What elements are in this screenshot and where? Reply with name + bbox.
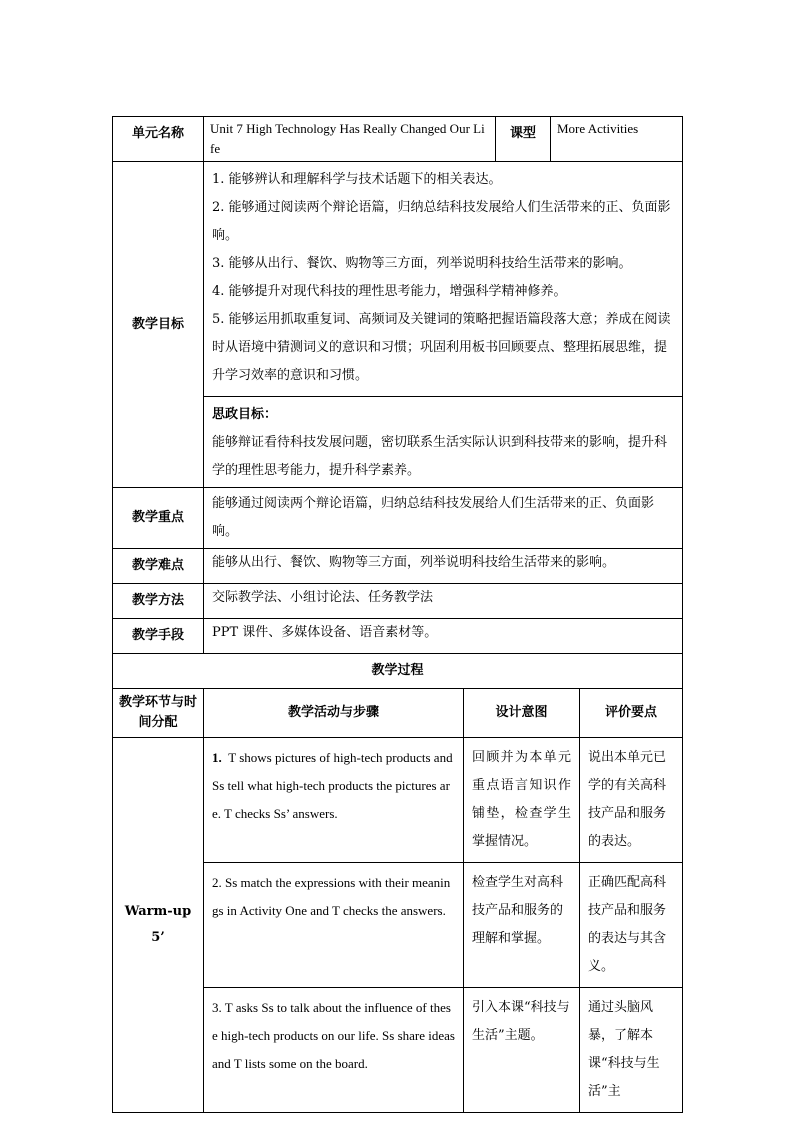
ideology-cell <box>204 397 683 488</box>
intent-text: 回顾并为本单元重点语言知识作铺垫，检查学生掌握情况。 <box>464 738 580 863</box>
process-title-row <box>113 654 683 689</box>
lesson-type-label: 课型 <box>496 117 551 162</box>
eval-text: 正确匹配高科技产品和服务的表达与其含义。 <box>580 863 683 988</box>
lesson-info-table <box>112 116 683 162</box>
objectives-table <box>112 161 683 689</box>
goals-row <box>113 162 683 397</box>
process-table <box>112 688 683 1113</box>
goal-item: 2. 能够通过阅读两个辩论语篇，归纳总结科技发展给人们生活带来的正、负面影响。 <box>212 200 671 243</box>
stage-time: 5’ <box>151 930 165 945</box>
intent-text: 引入本课“科技与生活”主题。 <box>464 988 580 1113</box>
methods-row <box>113 584 683 619</box>
eval-text: 说出本单元已学的有关高科技产品和服务的表达。 <box>580 738 683 863</box>
key-points-row <box>113 488 683 549</box>
difficulties-label: 教学难点 <box>113 549 204 584</box>
ideology-title: 思政目标： <box>212 407 278 422</box>
stage-cell <box>113 738 204 1113</box>
stage-name: Warm-up <box>124 904 192 919</box>
key-points-label: 教学重点 <box>113 488 204 549</box>
difficulties-text: 能够从出行、餐饮、购物等三方面，列举说明科技给生活带来的影响。 <box>204 549 683 584</box>
means-label: 教学手段 <box>113 619 204 654</box>
means-row <box>113 619 683 654</box>
activity-text: 2. Ss match the expressions with their meanings in Activity One and T checks the answers. <box>204 863 464 988</box>
methods-text: 交际教学法、小组讨论法、任务教学法 <box>204 584 683 619</box>
ideology-text: 能够辩证看待科技发展问题，密切联系生活实际认识到科技带来的影响，提升科学的理性思考能力，提升科学素养。 <box>212 435 668 478</box>
goal-item: 3. 能够从出行、餐饮、购物等三方面，列举说明科技给生活带来的影响。 <box>212 256 632 271</box>
col-intent-header: 设计意图 <box>464 689 580 738</box>
unit-name-value: Unit 7 High Technology Has Really Changed Our Life <box>204 117 496 162</box>
lesson-plan-page <box>112 116 682 1113</box>
activity-text: 3. T asks Ss to talk about the influence of these high-tech products on our life. Ss share ideas and T lists some on the board. <box>204 988 464 1113</box>
unit-name-label: 单元名称 <box>113 117 204 162</box>
methods-label: 教学方法 <box>113 584 204 619</box>
activity-text <box>204 738 464 863</box>
goal-item: 4. 能够提升对现代科技的理性思考能力，增强科学精神修养。 <box>212 284 567 299</box>
activity-number: 1. <box>212 750 222 765</box>
goals-list <box>204 162 683 397</box>
col-eval-header: 评价要点 <box>580 689 683 738</box>
intent-text: 检查学生对高科技产品和服务的理解和掌握。 <box>464 863 580 988</box>
process-header-row <box>113 689 683 738</box>
goal-item: 5. 能够运用抓取重复词、高频词及关键词的策略把握语篇段落大意；养成在阅读时从语境中猜测词义的意识和习惯；巩固利用板书回顾要点、整理拓展思维，提升学习效率的意识和习惯。 <box>212 312 671 383</box>
activity-body: T shows pictures of high-tech products and Ss tell what high-tech products the pictures are. T checks Ss’ answers. <box>212 750 453 821</box>
goal-item: 1. 能够辨认和理解科学与技术话题下的相关表达。 <box>212 172 502 187</box>
eval-text: 通过头脑风暴，了解本课“科技与生活”主 <box>580 988 683 1113</box>
lesson-type-value: More Activities <box>551 117 683 162</box>
unit-row <box>113 117 683 162</box>
difficulties-row <box>113 549 683 584</box>
means-text: PPT 课件、多媒体设备、语音素材等。 <box>204 619 683 654</box>
process-title: 教学过程 <box>113 654 683 689</box>
col-stage-header: 教学环节与时间分配 <box>113 689 204 738</box>
activity-row <box>113 738 683 863</box>
col-activity-header: 教学活动与步骤 <box>204 689 464 738</box>
goals-label: 教学目标 <box>113 162 204 488</box>
key-points-text: 能够通过阅读两个辩论语篇，归纳总结科技发展给人们生活带来的正、负面影响。 <box>204 488 683 549</box>
